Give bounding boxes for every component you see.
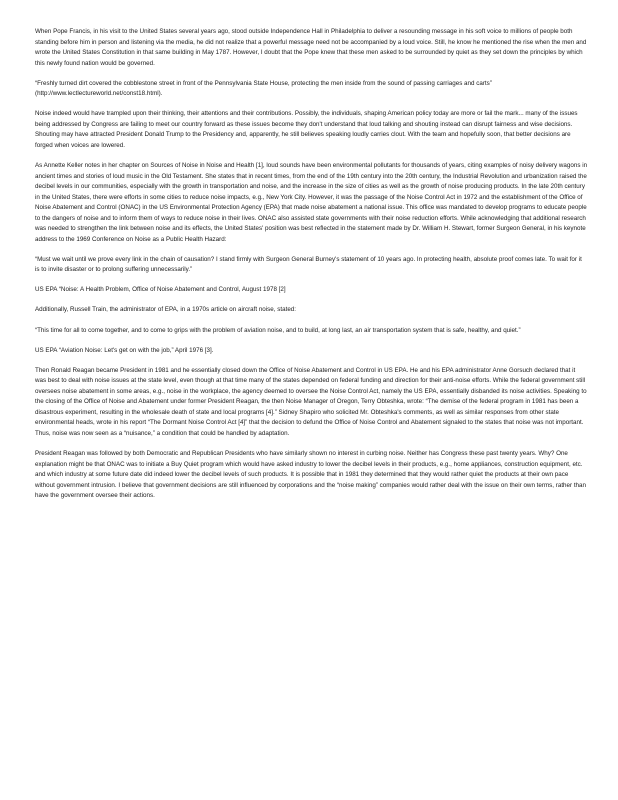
paragraph-later-presidents: President Reagan was followed by both Democratic and Republican Presidents who have similarly shown no interest in curbing noise. Neither has Congress these past twenty years. Why? One explanation might be that ONAC was to initiate a Buy Quiet program which would have asked industry to lower the decibel levels in their products, e.g., home appliances, construction equipment, etc. and which industry at some future date did indeed lower the decibel levels of such products. It is possible that in 1981 they determined that they would rather quiet the products at their own pace without government intrusion. I believe that government decisions are still influenced by corporations and the “noise making” companies would rather deal with the issue on their own terms, rather than have the government oversee their actions. (35, 449, 586, 500)
paragraph-stewart-quote: “Must we wait until we prove every link in the chain of causation? I stand firmly with Surgeon General Burney's statement of 10 years ago. In protecting health, absolute proof comes late. To wait for it is to invite disaster or to prolong suffering unnecessarily.” (35, 255, 582, 274)
paragraph-sources-of-noise: As Annette Keller notes in her chapter on Sources of Noise in Noise and Health [1], loud sounds have been environmental pollutants for thousands of years, citing examples of noisy delivery wagons in ancient times and stories of loud music in the Old Testament. She states that in recent times, from the end of the 19th century into the 20th century, the Industrial Revolution and urbanization raised the decibel levels in our communities, especially with the growth in transportation and noise, and the increase in the size of cities as well as the growth of noise producing products. In the late 20th century in the United States, there were efforts in some cities to reduce noise impacts, e.g., New York City. However, it was the passage of the Noise Control Act in 1972 and the establishment of the Office of Noise Abatement and Control (ONAC) in the US Environmental Protection Agency (EPA) that made noise abatement a national issue. This office was mandated to develop programs to educate people to the dangers of noise and to inform them of ways to reduce noise in their lives. ONAC also assisted state governments with their noise reduction efforts. While acknowledging that additional research was needed to strengthen the link between noise and its effects, the United States' position was best reflected in the statement made by Dr. William H. Stewart, former Surgeon General, in his keynote address to the 1969 Conference on Noise as a Public Health Hazard: (35, 161, 588, 243)
paragraph-reagan-onac: Then Ronald Reagan became President in 1981 and he essentially closed down the Office of Noise Abatement and Control in US EPA. He and his EPA administrator Anne Gorsuch declared that it was best to deal with noise issues at the state level, even though at that time many of the states depended on federal funding and direction for their anti-noise efforts. While the federal government still oversees noise abatement in some areas, e.g., noise in the workplace, the agency deemed to oversee the Noise Control Act, namely the US EPA, essentially disbanded its noise activities. Speaking to the closing of the Office of Noise and Abatement under former President Reagan, the then Noise Manager of Oregon, Terry Obteshka, wrote: “The demise of the federal program in 1981 has been a disastrous experiment, resulting in the wholesale death of state and local programs [4].” Sidney Shapiro who solicited Mr. Obteshka's comments, as well as similar responses from other state environmental heads, wrote in his report “The Dormant Noise Control Act [4]” that the decision to defund the Office of Noise Control and Abatement signaled to the states that noise was not important. Thus, noise was now seen as a “nuisance,” a condition that could be handled by adaptation. (35, 366, 587, 437)
paragraph-aviation-quote: “This time for all to come together, and to come to grips with the problem of aviation noise, and to build, at long last, an air transportation system that is safe, healthy, and quiet.” (35, 326, 521, 334)
paragraph-state-house-quote: “Freshly turned dirt covered the cobblestone street in front of the Pennsylvania State House, protecting the men inside from the sound of passing carriages and carts” (http://www.lectlectureworld.net/const18.html). (35, 79, 492, 98)
paragraph-pope-francis: When Pope Francis, in his visit to the United States several years ago, stood outside Independence Hall in Philadelphia to deliver a resounding message in his soft voice to millions of people both standing before him in person and listening via the media, he did not realize that a powerful message need not be accompanied by a loud voice. Still, he know he mentioned the rise when the men and wrote the United States Constitution in that same building in May 1787. However, I doubt that the Pope knew that these men asked to be surrounded by quiet as they set down the principles by which this newly found nation would be governed. (35, 28, 587, 67)
paragraph-noise-trampled: Noise indeed would have trampled upon their thinking, their attentions and their contributions. Possibly, the individuals, shaping American policy today are more or fail the mark... many of the issues being addressed by Congress are failing to meet our country forward as these issues become they don't understand that loud talking and shouting instead can disrupt fairness and wise decisions. Shouting may have attracted President Donald Trump to the Presidency and, apparently, he still believes speaking loudly carries clout. With the team and hopefully soon, that better decisions are forged when voices are lowered. (35, 110, 578, 149)
citation-epa-1976: US EPA “Aviation Noise: Let's get on with the job,” April 1976 [3]. (35, 346, 214, 354)
citation-epa-1978: US EPA “Noise: A Health Problem, Office of Noise Abatement and Control, August 1978 [2] (35, 286, 286, 294)
paragraph-russell-train: Additionally, Russell Train, the administrator of EPA, in a 1970s article on aircraft noise, stated: (35, 306, 297, 314)
